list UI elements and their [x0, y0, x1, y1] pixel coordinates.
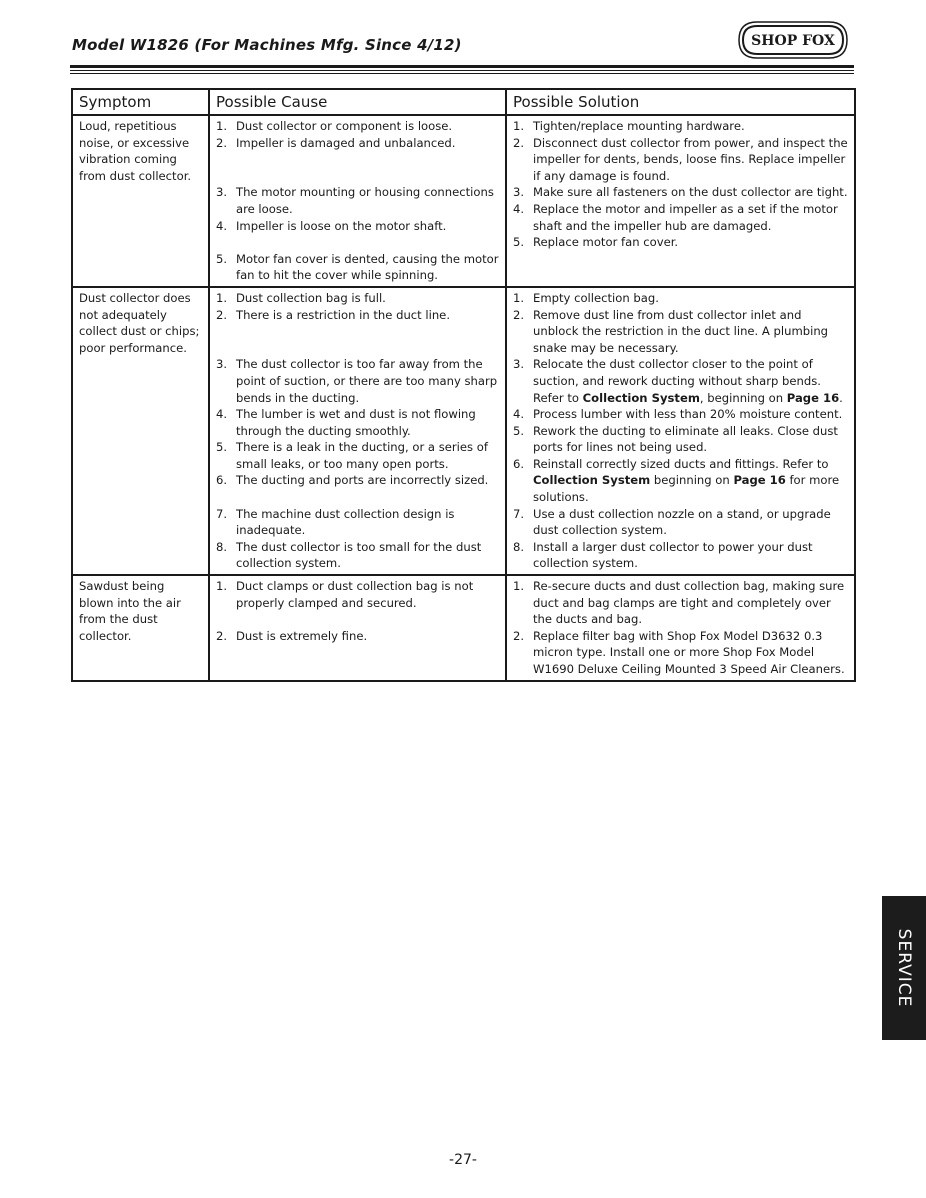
list-item: 1. Dust collection bag is full. [216, 290, 386, 305]
table-header-row [72, 89, 855, 115]
cause-cell [209, 575, 506, 681]
list-item: 5. There is a leak in the ducting, or a series of small leaks, or too many open ports. [216, 440, 488, 471]
header-possible-cause: Possible Cause [209, 89, 506, 115]
section-tab [882, 896, 926, 1040]
solution-cell [506, 115, 855, 287]
list-item: 5. Motor fan cover is dented, causing the motor fan to hit the cover while spinning. [216, 251, 499, 283]
list-item: 4. The lumber is wet and dust is not flowing through the ducting smoothly. [216, 407, 476, 438]
list-item: 3. The motor mounting or housing connections are loose. [216, 185, 494, 216]
list-item: 4. Process lumber with less than 20% moisture content. [513, 407, 843, 422]
header-rule-thin-1 [70, 70, 854, 71]
list-item: 3. Relocate the dust collector closer to the point of suction, and rework ducting without sharp bends. Refer to Collection System, beginning on Page 16. [513, 357, 843, 405]
list-item: 2. Remove dust line from dust collector inlet and unblock the restriction in the duct line. A plumbing snake may be necessary. [513, 307, 829, 355]
symptom-cell: Dust collector does not adequately collect dust or chips; poor performance. [72, 287, 209, 575]
list-item: 8. Install a larger dust collector to power your dust collection system. [513, 539, 813, 571]
page-title: Model W1826 (For Machines Mfg. Since 4/12) [72, 36, 462, 54]
table-row [72, 115, 855, 287]
shop-fox-logo [737, 20, 849, 60]
table-row [72, 575, 855, 681]
list-item: 1. Re-secure ducts and dust collection bag, making sure duct and bag clamps are tight and completely over the ducts and bag. [513, 579, 845, 627]
list-item: 4. Impeller is loose on the motor shaft. [216, 218, 447, 233]
symptom-cell: Sawdust being blown into the air from the dust collector. [72, 575, 209, 681]
solution-cell [506, 287, 855, 575]
list-item: 8. The dust collector is too small for the dust collection system. [216, 539, 482, 571]
list-item: 6. The ducting and ports are incorrectly sized. [216, 473, 489, 488]
page-number: -27- [449, 1152, 477, 1168]
list-item: 5. Rework the ducting to eliminate all leaks. Close dust ports for lines not being used. [513, 423, 838, 455]
logo-text: SHOP FOX [751, 33, 835, 49]
list-item: 1. Empty collection bag. [513, 290, 659, 305]
list-item: 1. Tighten/replace mounting hardware. [513, 119, 745, 133]
header-rule-thick [70, 65, 854, 68]
list-item: 5. Replace motor fan cover. [513, 235, 679, 250]
header-rule-thin-2 [70, 73, 854, 74]
section-tab-label: SERVICE [894, 928, 914, 1008]
list-item: 4. Replace the motor and impeller as a set if the motor shaft and the impeller hub are damaged. [513, 201, 838, 233]
list-item: 1. Duct clamps or dust collection bag is not properly clamped and secured. [216, 579, 474, 610]
header-possible-solution: Possible Solution [506, 89, 855, 115]
list-item: 1. Dust collector or component is loose. [216, 119, 453, 133]
list-item: 2. Impeller is damaged and unbalanced. [216, 135, 456, 150]
list-item: 3. The dust collector is too far away from the point of suction, or there are too many sharp bends in the ducting. [216, 357, 498, 405]
list-item: 7. Use a dust collection nozzle on a stand, or upgrade dust collection system. [513, 506, 831, 538]
cause-cell [209, 287, 506, 575]
list-item: 6. Reinstall correctly sized ducts and fittings. Refer to Collection System beginning on Page 16 for more solutions. [513, 456, 840, 505]
solution-cell [506, 575, 855, 681]
table-row [72, 287, 855, 575]
troubleshooting-table [71, 88, 856, 682]
list-item: 2. There is a restriction in the duct line. [216, 307, 451, 322]
list-item: 2. Dust is extremely fine. [216, 628, 368, 643]
symptom-cell: Loud, repetitious noise, or excessive vibration coming from dust collector. [72, 115, 209, 287]
list-item: 2. Disconnect dust collector from power, and inspect the impeller for dents, bends, loose fins. Replace impeller if any damage is found. [513, 135, 848, 183]
list-item: 7. The machine dust collection design is inadequate. [216, 506, 455, 538]
cause-cell [209, 115, 506, 287]
list-item: 3. Make sure all fasteners on the dust collector are tight. [513, 185, 848, 200]
header-symptom: Symptom [72, 89, 209, 115]
list-item: 2. Replace filter bag with Shop Fox Model D3632 0.3 micron type. Install one or more Shop Fox Model W1690 Deluxe Ceiling Mounted 3 Speed Air Cleaners. [513, 628, 845, 676]
